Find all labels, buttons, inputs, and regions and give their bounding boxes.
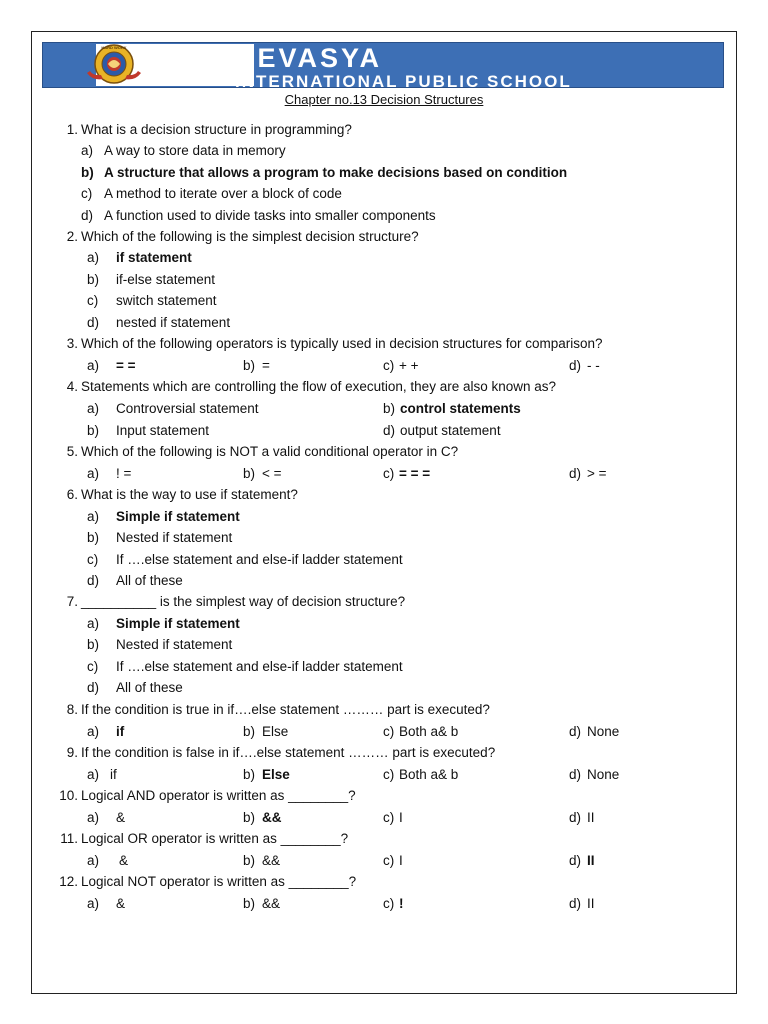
option-text: && [262,810,282,825]
option-text: None [587,724,620,739]
question-text: Statements which are controlling the flow of execution, they are also known as? [81,379,557,394]
option-text: if statement [116,250,192,265]
option-text: < = [262,466,282,481]
option-label: a) [87,358,100,373]
option-text: & [116,896,126,911]
option-label: b) [243,358,256,373]
option-text: All of these [116,680,183,695]
option-text: = = [116,358,136,373]
question-number: 5. [66,444,78,459]
option-label: c) [383,853,395,868]
option-label: a) [87,810,100,825]
question-number: 4. [66,379,78,394]
option-label: d) [87,315,100,330]
question-text: Logical AND operator is written as ________? [81,788,356,803]
chapter-title: Chapter no.13 Decision Structures [284,92,484,107]
question-number: 1. [66,122,78,137]
question-text: Logical NOT operator is written as ________? [81,874,357,889]
option-label: d) [569,767,582,782]
option-text: A way to store data in memory [104,143,286,158]
option-label: c) [87,552,99,567]
option-label: b) [243,810,256,825]
option-label: d) [569,853,582,868]
option-label: a) [87,466,100,481]
question-text: Which of the following is the simplest decision structure? [81,229,419,244]
option-text: II [587,853,595,868]
question-text: What is a decision structure in programming? [81,122,352,137]
option-label: c) [383,466,395,481]
option-text: Controversial statement [116,401,259,416]
option-text: I [399,853,403,868]
option-label: a) [87,724,100,739]
option-text: Nested if statement [116,637,233,652]
question-text: If the condition is false in if….else statement ……… part is executed? [81,745,496,760]
option-label: b) [243,853,256,868]
option-text: = = = [399,466,431,481]
question-text: If the condition is true in if….else statement ……… part is executed? [81,702,490,717]
option-label: b) [81,165,94,180]
option-label: b) [243,767,256,782]
option-label: d) [569,724,582,739]
option-label: b) [243,466,256,481]
option-label: b) [87,272,100,287]
option-text: Input statement [116,423,210,438]
option-text: ! = [116,466,132,481]
option-label: c) [383,896,395,911]
option-text: if-else statement [116,272,216,287]
question-number: 6. [66,487,78,502]
option-text: Else [262,724,289,739]
option-label: d) [569,358,582,373]
option-text: - - [587,358,600,373]
option-text: if [116,724,125,739]
option-label: d) [569,466,582,481]
option-text: All of these [116,573,183,588]
school-name-line1: DEVASYA [235,43,383,73]
school-seal-logo [81,43,147,85]
school-name [235,43,572,90]
option-label: a) [87,896,100,911]
option-text: control statements [400,401,521,416]
option-label: b) [383,401,396,416]
question-text: __________ is the simplest way of decision structure? [81,594,406,609]
option-text: > = [587,466,607,481]
option-text: && [262,896,281,911]
question-number: 7. [66,594,78,609]
school-name-line2: INTERNATIONAL PUBLIC SCHOOL [235,72,572,91]
option-text: II [587,896,595,911]
question-number: 11. [60,831,78,846]
question-text: Which of the following is NOT a valid conditional operator in C? [81,444,459,459]
option-label: d) [87,680,100,695]
question-number: 12. [59,874,78,889]
option-label: c) [383,767,395,782]
option-label: a) [87,250,100,265]
option-text: Else [262,767,290,782]
option-label: d) [383,423,396,438]
option-text: Simple if statement [116,509,240,524]
option-label: b) [243,896,256,911]
option-text: && [262,853,281,868]
question-text: Logical OR operator is written as ________? [81,831,349,846]
option-label: c) [81,186,93,201]
option-label: c) [383,810,395,825]
option-label: a) [87,509,100,524]
option-label: b) [87,637,100,652]
school-banner [42,42,724,91]
option-label: d) [569,896,582,911]
option-text: A method to iterate over a block of code [104,186,342,201]
option-text: None [587,767,620,782]
option-text: & [116,810,126,825]
option-label: d) [87,573,100,588]
question-number: 8. [66,702,78,717]
question-number: 10. [59,788,78,803]
option-label: a) [87,401,100,416]
option-text: I [399,810,403,825]
option-text: A structure that allows a program to make decisions based on condition [104,165,568,180]
seal-motto: HARD WORK [101,45,127,50]
option-text: output statement [400,423,501,438]
option-text: A function used to divide tasks into smaller components [104,208,436,223]
question-number: 2. [66,229,78,244]
option-text: If ….else statement and else-if ladder statement [116,659,403,674]
option-label: d) [81,208,94,223]
option-text: switch statement [116,293,217,308]
option-label: c) [383,358,395,373]
option-label: a) [87,767,100,782]
option-label: c) [87,659,99,674]
question-number: 3. [66,336,78,351]
question-text: What is the way to use if statement? [81,487,298,502]
option-label: b) [87,530,100,545]
option-text: Both a& b [399,724,459,739]
option-label: d) [569,810,582,825]
option-text: + + [399,358,419,373]
option-text: II [587,810,595,825]
option-text: If ….else statement and else-if ladder statement [116,552,403,567]
option-label: b) [87,423,100,438]
question-number: 9. [66,745,78,760]
option-label: b) [243,724,256,739]
option-label: a) [87,616,100,631]
option-text: Both a& b [399,767,459,782]
option-text: Nested if statement [116,530,233,545]
option-text: ! [399,896,404,911]
option-label: a) [87,853,100,868]
option-label: c) [87,293,99,308]
option-label: a) [81,143,94,158]
option-text: & [119,853,129,868]
option-text: if [110,767,117,782]
option-text: nested if statement [116,315,231,330]
question-text: Which of the following operators is typically used in decision structures for comparison? [81,336,603,351]
option-label: c) [383,724,395,739]
option-text: = [262,358,270,373]
option-text: Simple if statement [116,616,240,631]
